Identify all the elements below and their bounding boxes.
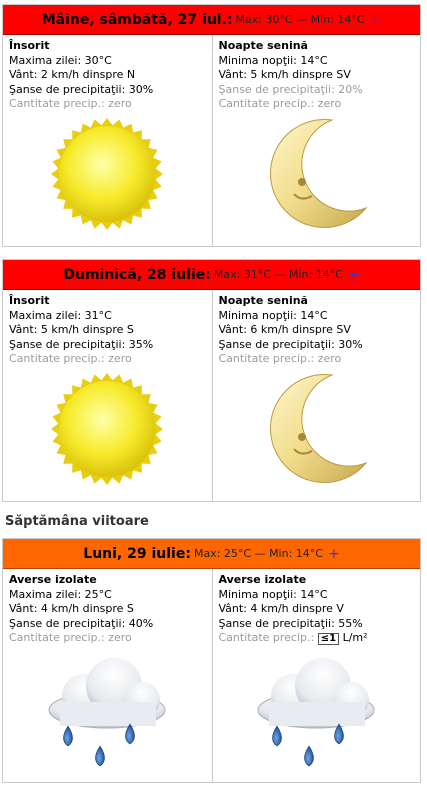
moon-icon — [219, 367, 415, 491]
condition-title: Însorit — [9, 294, 50, 307]
day-panel — [3, 290, 212, 501]
precip-amount: Cantitate precip.: zero — [218, 352, 342, 365]
header-colon: : — [205, 266, 211, 283]
min-temp: Minima nopţii: 14°C — [218, 53, 328, 67]
precip-amount: Cantitate precip.: zero — [218, 97, 342, 110]
forecast-header — [3, 539, 420, 569]
precip-amount: Cantitate precip.: zero — [9, 631, 132, 644]
wind: Vânt: 6 km/h dinspre SV — [218, 323, 351, 336]
night-panel — [212, 35, 421, 246]
rain-cloud-icon — [219, 650, 415, 770]
condition-title: Noapte senină — [218, 39, 308, 52]
condition-title: Averse izolate — [218, 573, 307, 586]
header-colon: : — [226, 11, 233, 28]
max-temp: Maxima zilei: 31°C — [9, 308, 112, 322]
min-temp: Minima nopţii: 14°C — [218, 587, 328, 601]
precip-chance: Şanse de precipitaţii: 35% — [9, 337, 154, 351]
expand-plus-icon[interactable]: + — [327, 545, 340, 562]
night-panel — [212, 290, 421, 501]
precip-amount: Cantitate precip.: zero — [9, 97, 132, 110]
max-min-temp: Max: 30°C — Min: 14°C — [235, 13, 365, 26]
condition-title: Însorit — [9, 39, 50, 52]
max-min-temp: Max: 31°C — Min: 14°C — [213, 268, 343, 281]
wind: Vânt: 4 km/h dinspre S — [9, 602, 134, 615]
day-title: Luni, 29 iulie — [83, 545, 186, 562]
condition-title: Averse izolate — [9, 573, 97, 586]
expand-plus-icon[interactable]: + — [369, 11, 382, 28]
condition-title: Noapte senină — [218, 294, 308, 307]
forecast-header — [3, 260, 420, 290]
day-title: Duminică, 28 iulie — [63, 266, 206, 283]
wind: Vânt: 4 km/h dinspre V — [218, 602, 344, 615]
precip-chance: Şanse de precipitaţii: 55% — [218, 616, 363, 630]
sun-icon — [9, 112, 206, 236]
precip-amount: Cantitate precip.: zero — [9, 352, 132, 365]
day-panel — [3, 569, 212, 782]
expand-plus-icon[interactable]: + — [347, 266, 360, 283]
max-temp: Maxima zilei: 30°C — [9, 53, 112, 67]
forecast-card-sunday — [2, 259, 421, 502]
rain-cloud-icon — [9, 650, 206, 770]
forecast-header — [3, 5, 420, 35]
day-title: Mâine, sâmbătă, 27 iul. — [41, 11, 227, 28]
next-week-heading: Săptămâna viitoare — [5, 514, 149, 529]
wind: Vânt: 5 km/h dinspre S — [9, 323, 134, 336]
max-min-temp: Max: 25°C — Min: 14°C — [193, 547, 323, 560]
precip-amount-value: ≤1 — [318, 633, 339, 645]
wind: Vânt: 2 km/h dinspre N — [9, 68, 136, 81]
forecast-card-monday — [2, 538, 421, 783]
precip-amount — [219, 631, 415, 646]
day-panel — [3, 35, 212, 246]
precip-chance: Şanse de precipitaţii: 30% — [9, 82, 154, 96]
night-panel — [212, 569, 421, 782]
header-colon: : — [185, 545, 191, 562]
max-temp: Maxima zilei: 25°C — [9, 587, 112, 601]
forecast-card-saturday — [2, 4, 421, 247]
wind: Vânt: 5 km/h dinspre SV — [218, 68, 351, 81]
precip-chance: Şanse de precipitaţii: 30% — [218, 337, 363, 351]
precip-chance: Şanse de precipitaţii: 40% — [9, 616, 154, 630]
precip-amount-unit: L/m² — [342, 631, 368, 644]
precip-chance: Şanse de precipitaţii: 20% — [218, 82, 363, 96]
min-temp: Minima nopţii: 14°C — [218, 308, 328, 322]
precip-amount-label: Cantitate precip.: — [218, 631, 315, 644]
sun-icon — [9, 367, 206, 491]
moon-icon — [219, 112, 415, 236]
